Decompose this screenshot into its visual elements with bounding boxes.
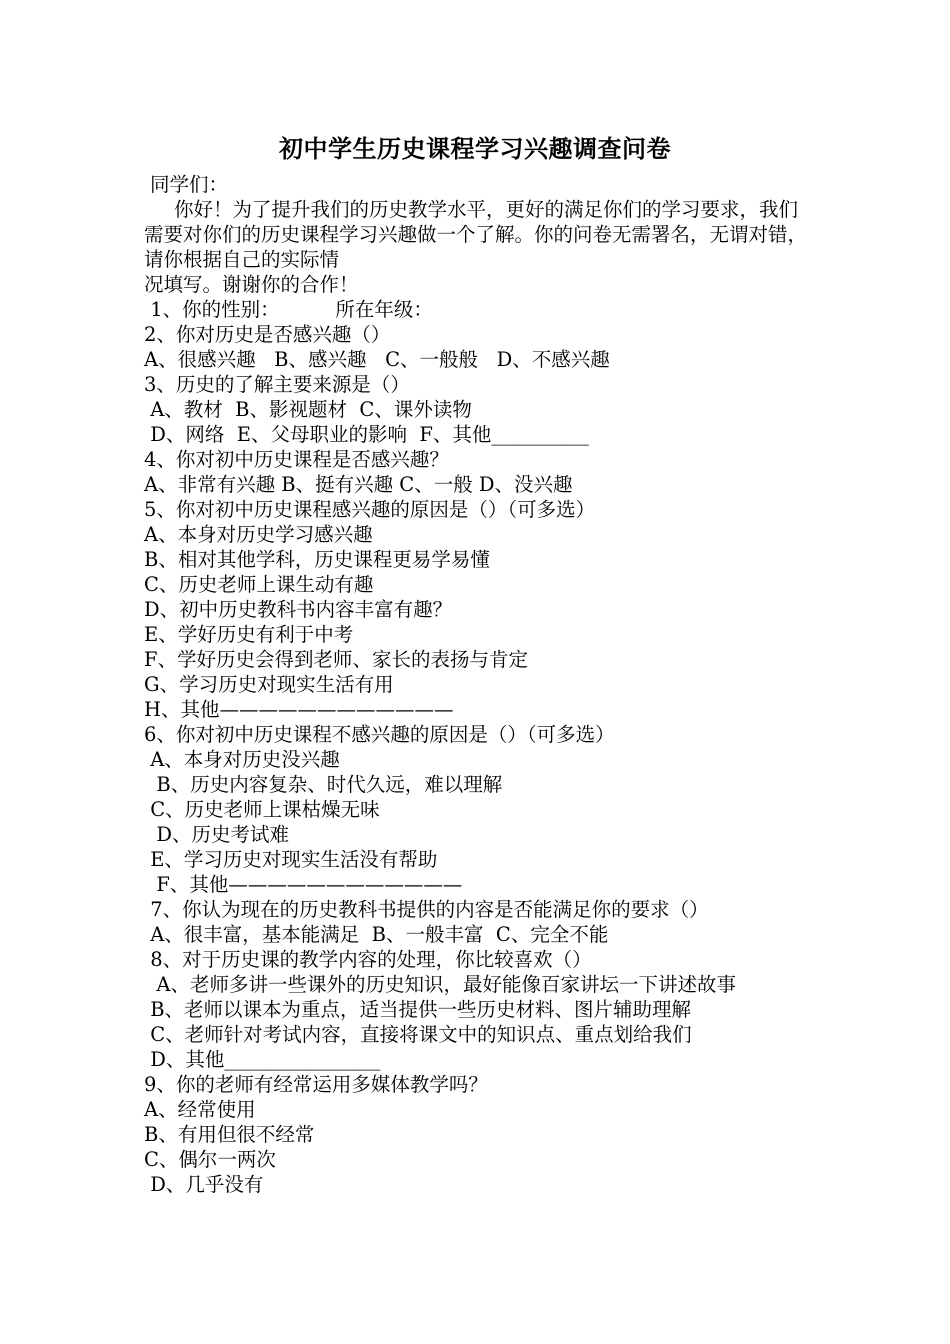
question-line: 8、对于历史课的教学内容的处理，你比较喜欢（） (144, 948, 592, 971)
option-line: D、网络 E、父母职业的影响 F、其他__________ (144, 423, 589, 446)
question-line: 3、历史的了解主要来源是（） (144, 373, 410, 396)
option-line: A、教材 B、影视题材 C、课外读物 (144, 398, 472, 421)
option-line: B、历史内容复杂、时代久远，难以理解 (144, 773, 503, 796)
option-line: A、本身对历史没兴趣 (144, 748, 340, 771)
question-line: 2、你对历史是否感兴趣（） (144, 323, 391, 346)
option-line: D、几乎没有 (144, 1173, 264, 1196)
option-line: B、老师以课本为重点，适当提供一些历史材料、图片辅助理解 (144, 998, 692, 1021)
option-line: A、很丰富，基本能满足 B、一般丰富 C、完全不能 (144, 923, 609, 946)
option-line: B、有用但很不经常 (144, 1123, 315, 1146)
question-line: 9、你的老师有经常运用多媒体教学吗？ (144, 1073, 488, 1096)
option-line: A、老师多讲一些课外的历史知识，最好能像百家讲坛一下讲述故事 (144, 973, 736, 996)
question-line: 1、你的性别： 所在年级： (144, 298, 433, 321)
intro-paragraph: 你好！为了提升我们的历史教学水平，更好的满足你们的学习要求，我们需要对你们的历史课程学习兴趣做一个了解。你的问卷无需署名，无谓对错，请你根据自己的实际情 (144, 198, 808, 271)
option-line: A、经常使用 (144, 1098, 256, 1121)
option-line: C、偶尔一两次 (144, 1148, 276, 1171)
option-line: A、本身对历史学习感兴趣 (144, 523, 373, 546)
greeting: 同学们： (150, 173, 229, 196)
option-line: E、学习历史对现实生活没有帮助 (144, 848, 438, 871)
option-line: E、学好历史有利于中考 (144, 623, 354, 646)
option-line: F、学好历史会得到老师、家长的表扬与肯定 (144, 648, 529, 671)
question-line: 7、你认为现在的历史教科书提供的内容是否能满足你的要求（） (144, 898, 709, 921)
document-body (144, 172, 816, 1197)
document-title: 初中学生历史课程学习兴趣调查问卷 (279, 134, 671, 163)
option-line: C、历史老师上课枯燥无味 (144, 798, 380, 821)
option-line: C、老师针对考试内容，直接将课文中的知识点、重点划给我们 (144, 1023, 692, 1046)
option-line: A、很感兴趣 B、感兴趣 C、一般般 D、不感兴趣 (144, 348, 610, 371)
question-line: 6、你对初中历史课程不感兴趣的原因是（）（可多选） (144, 723, 615, 746)
option-line: D、历史考试难 (144, 823, 290, 846)
option-line: F、其他———————————— (144, 873, 463, 896)
option-line: G、学习历史对现实生活有用 (144, 673, 394, 696)
question-line: 4、你对初中历史课程是否感兴趣？ (144, 448, 449, 471)
option-line: H、其他———————————— (144, 698, 454, 721)
option-line: C、历史老师上课生动有趣 (144, 573, 374, 596)
intro-end: 况填写。谢谢你的合作！ (144, 273, 359, 296)
option-line: A、非常有兴趣 B、挺有兴趣 C、一般 D、没兴趣 (144, 473, 573, 496)
question-line: 5、你对初中历史课程感兴趣的原因是（）（可多选） (144, 498, 596, 521)
option-line: D、初中历史教科书内容丰富有趣？ (144, 598, 453, 621)
option-line: B、相对其他学科，历史课程更易学易懂 (144, 548, 490, 571)
option-line: D、其他________________ (144, 1048, 381, 1071)
